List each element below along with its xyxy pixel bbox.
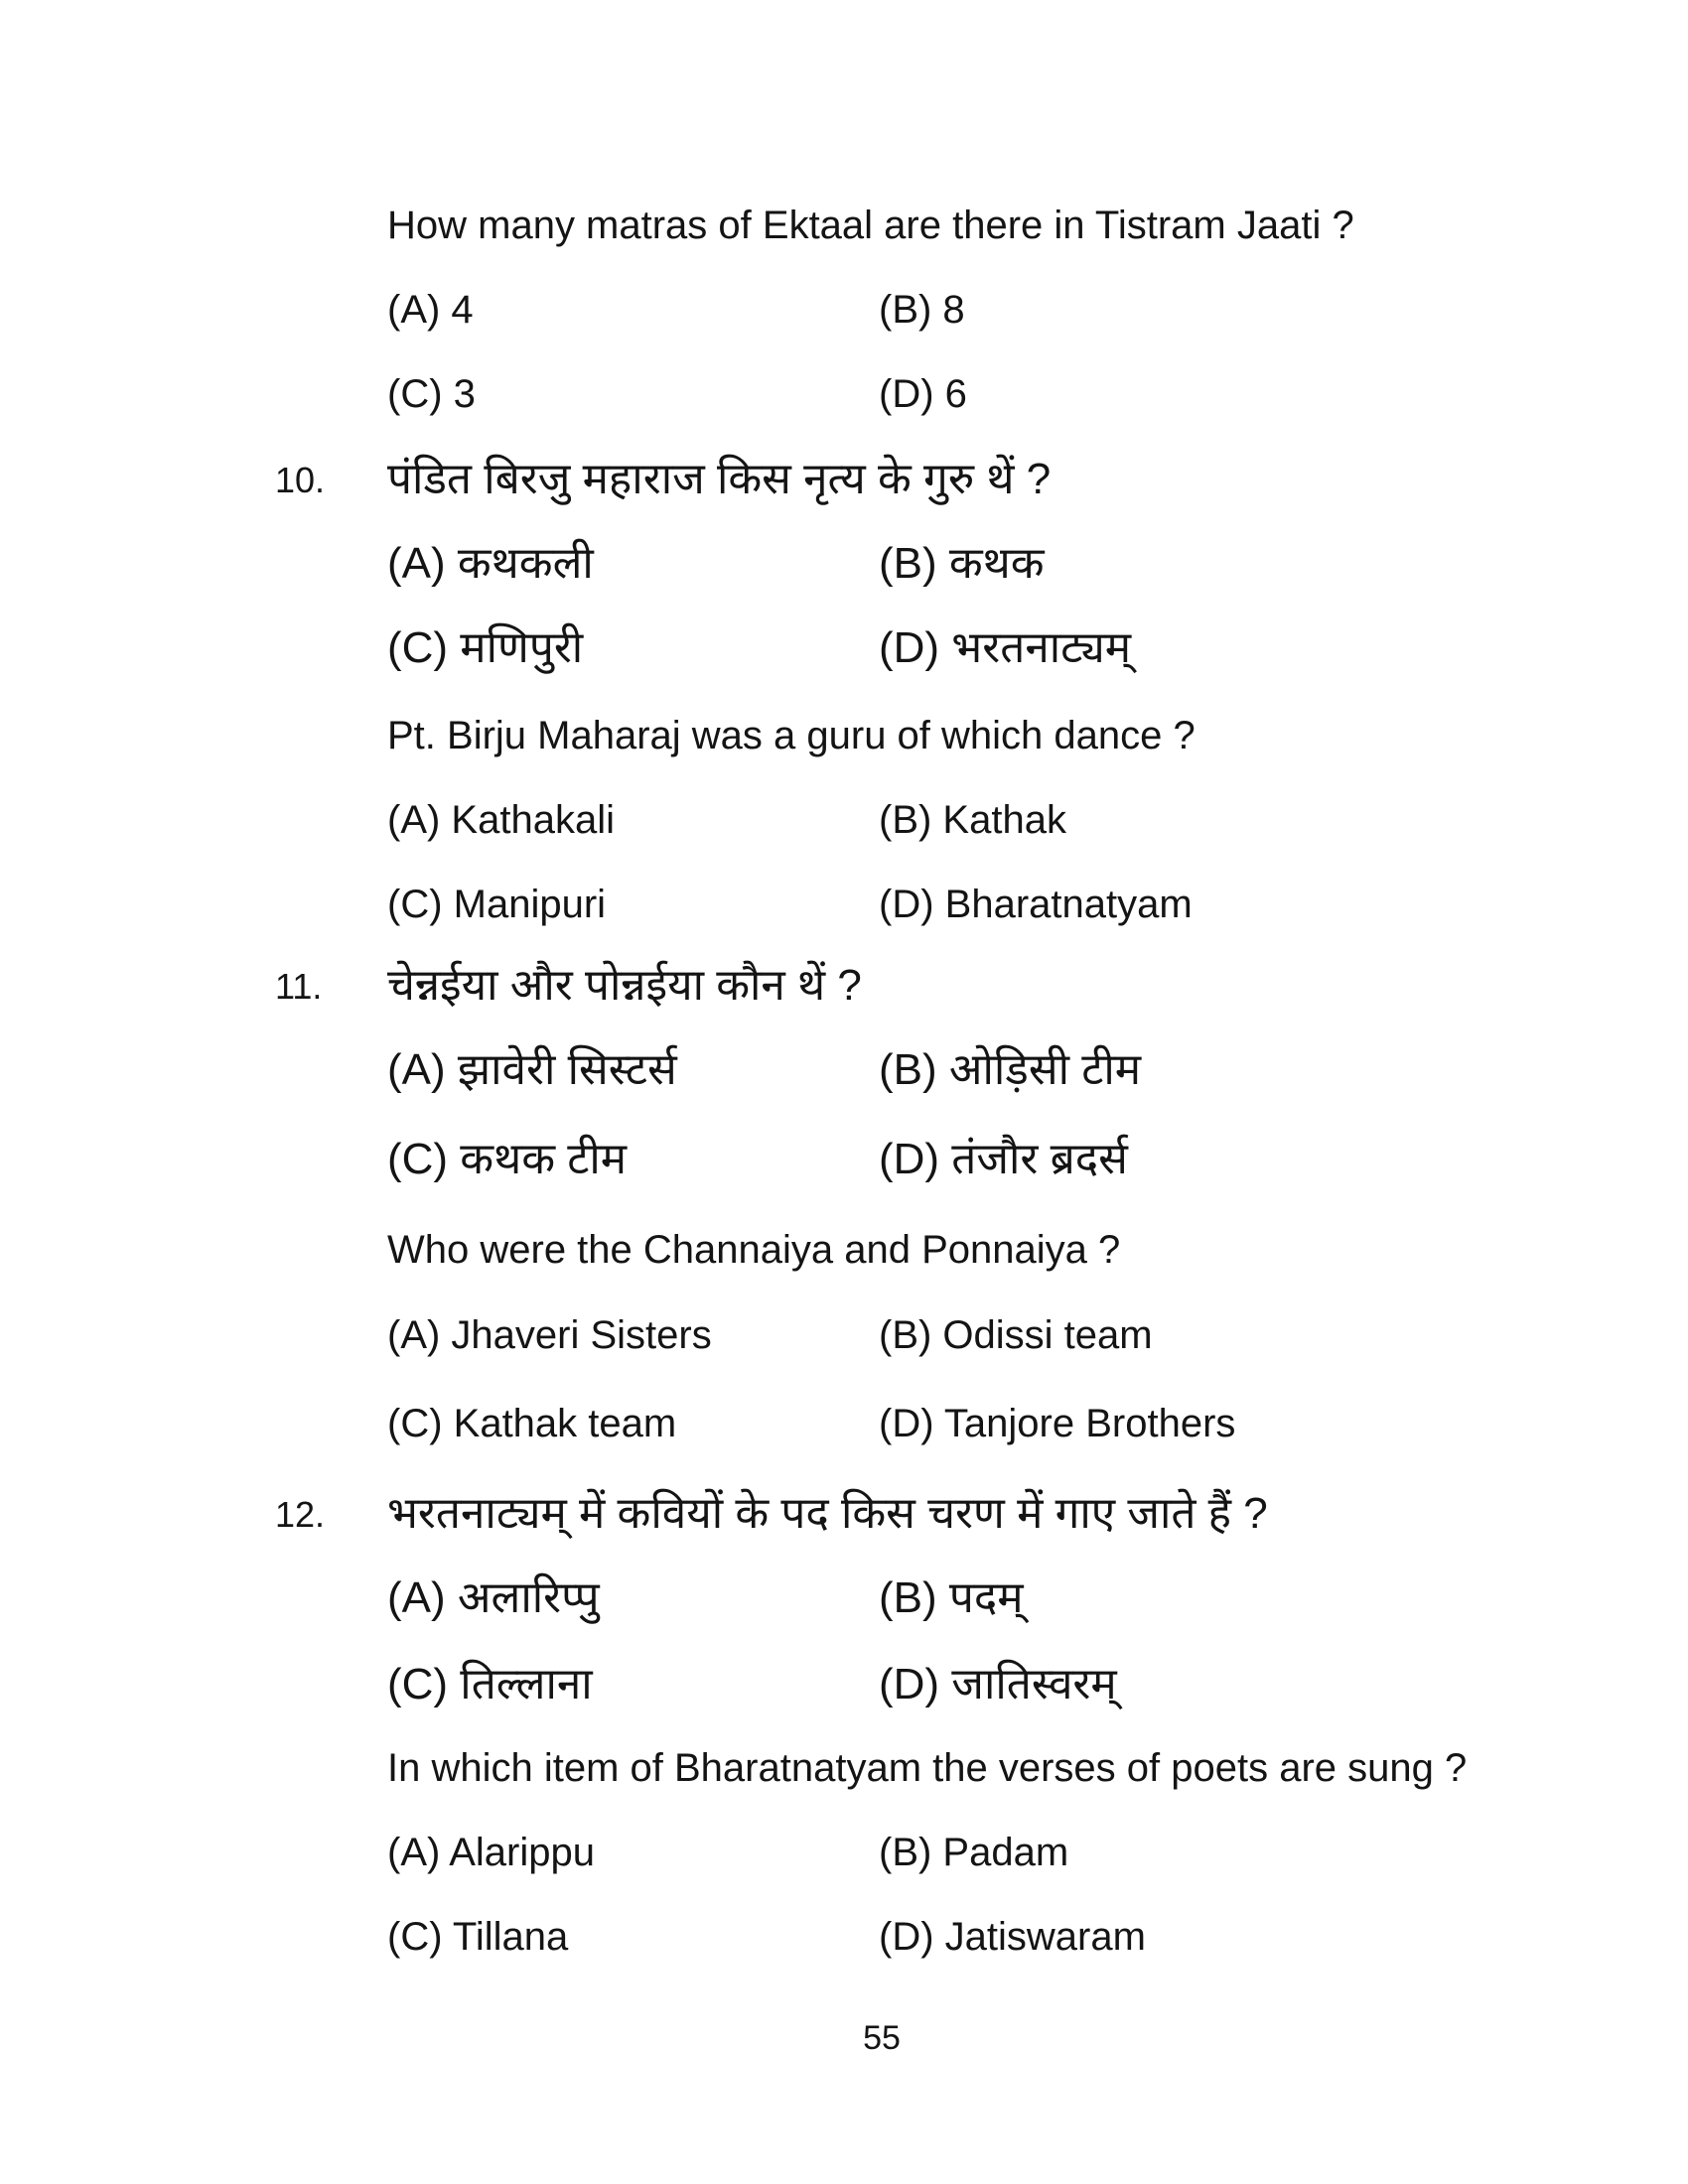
option-d: (D) Jatiswaram [879,1915,1146,1959]
option-a: (A) झावेरी सिस्टर्स [387,1045,677,1094]
option-d: (D) भरतनाट्यम् [879,623,1132,672]
option-d: (D) जातिस्वरम् [879,1660,1117,1708]
question-text-hindi: चेन्नईया और पोन्नईया कौन थें ? [387,961,862,1010]
option-d: (D) Tanjore Brothers [879,1402,1236,1445]
option-a: (A) कथकली [387,539,594,588]
options-row [0,286,1688,375]
options-row [0,881,1688,970]
option-b: (B) कथक [879,539,1045,588]
option-c: (C) कथक टीम [387,1135,628,1183]
option-d: (D) Bharatnatyam [879,883,1193,926]
options-row [0,1913,1688,2002]
option-a: (A) 4 [387,288,474,332]
options-row [0,537,1688,626]
option-b: (B) ओड़िसी टीम [879,1045,1142,1094]
option-b: (B) 8 [879,288,965,332]
option-d: (D) 6 [879,372,967,416]
option-d: (D) तंजौर ब्रदर्स [879,1135,1128,1183]
option-a: (A) Jhaveri Sisters [387,1313,712,1357]
options-row [0,1043,1688,1133]
options-row [0,1133,1688,1222]
question-number: 10. [275,460,326,500]
option-c: (C) तिल्लाना [387,1660,593,1708]
question-row [0,1226,1688,1315]
question-row [0,453,1688,542]
page-number: 55 [863,2019,901,2057]
question-row [0,959,1688,1048]
question-text-english: How many matras of Ektaal are there in Tistram Jaati ? [387,204,1354,247]
question-row [0,712,1688,801]
options-row [0,621,1688,711]
question-row [0,1487,1688,1576]
question-text-hindi: पंडित बिरजु महाराज किस नृत्य के गुरु थें ? [387,455,1052,503]
option-b: (B) Odissi team [879,1313,1153,1357]
option-c: (C) Tillana [387,1915,569,1959]
question-text-hindi: भरतनाट्यम् में कवियों के पद किस चरण में गाए जाते हैं ? [387,1489,1268,1538]
option-a: (A) अलारिप्पु [387,1573,600,1622]
options-row [0,1311,1688,1401]
question-number: 11. [275,966,323,1007]
option-b: (B) Kathak [879,798,1066,842]
question-row [0,202,1688,291]
option-c: (C) Manipuri [387,883,607,926]
option-b: (B) Padam [879,1831,1069,1874]
options-row [0,1400,1688,1489]
question-row [0,1744,1688,1834]
option-a: (A) Kathakali [387,798,615,842]
options-row [0,1829,1688,1918]
option-c: (C) मणिपुरी [387,623,584,672]
question-number: 12. [275,1494,326,1535]
options-row [0,796,1688,886]
question-text-english: Who were the Channaiya and Ponnaiya ? [387,1228,1121,1272]
options-row [0,1658,1688,1747]
options-row [0,1571,1688,1661]
options-row [0,370,1688,460]
option-a: (A) Alarippu [387,1831,595,1874]
option-b: (B) पदम् [879,1573,1024,1622]
question-text-english: Pt. Birju Maharaj was a guru of which dance ? [387,714,1196,757]
option-c: (C) 3 [387,372,476,416]
option-c: (C) Kathak team [387,1402,677,1445]
question-text-english: In which item of Bharatnatyam the verses of poets are sung ? [387,1746,1468,1790]
